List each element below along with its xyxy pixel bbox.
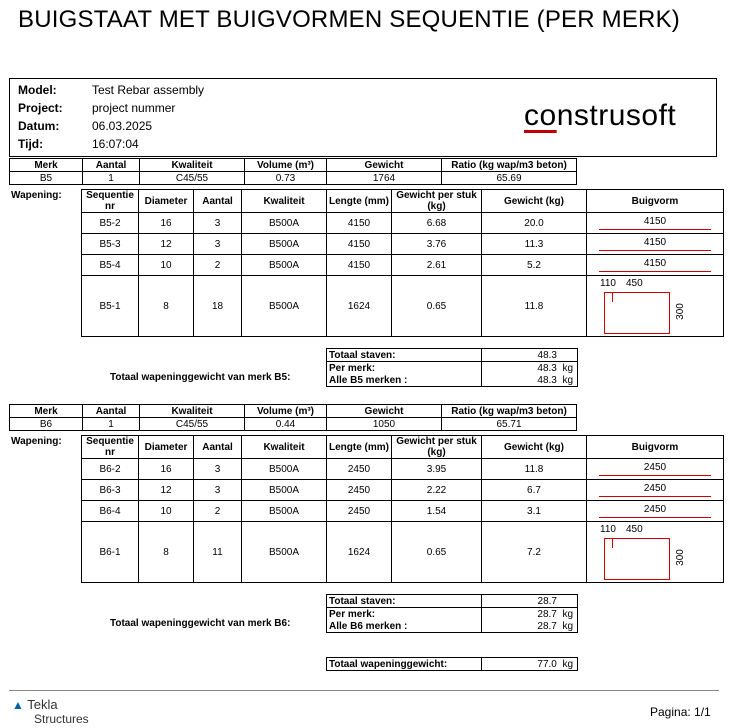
per-merk-label: Per merk:: [327, 362, 482, 375]
merk-total-label: Totaal wapeninggewicht van merk B6:: [110, 618, 291, 629]
tekla-logo: ▲ Tekla Structures: [12, 697, 89, 726]
bars-table: [9, 435, 724, 583]
shape-length-label: 4150: [643, 237, 667, 248]
shape-length-label: 2450: [643, 483, 667, 494]
col-gewicht-bars: Gewicht (kg): [482, 436, 587, 459]
diameter-cell: 12: [139, 234, 194, 255]
col-gewicht-bars: Gewicht (kg): [482, 190, 587, 213]
grand-total-label: Totaal wapeninggewicht:: [327, 658, 482, 671]
page-number: Pagina: 1/1: [650, 705, 711, 719]
col-ratio: Ratio (kg wap/m3 beton): [442, 159, 577, 172]
aantal-cell: 18: [194, 276, 242, 337]
alle-merken-label: Alle B6 merken :: [327, 620, 482, 633]
gewicht-cell: 6.7: [482, 480, 587, 501]
volume-value: 0.44: [245, 418, 327, 431]
kwaliteit-cell: B500A: [242, 480, 327, 501]
kwaliteit-cell: B500A: [242, 234, 327, 255]
seq-cell: B5-3: [82, 234, 139, 255]
construsoft-logo: construsoft: [524, 99, 677, 132]
diameter-cell: 12: [139, 480, 194, 501]
col-gewicht-stuk: Gewicht per stuk (kg): [392, 190, 482, 213]
merk-total-label: Totaal wapeninggewicht van merk B5:: [110, 372, 291, 383]
wapening-label: Wapening:: [11, 435, 62, 447]
lengte-cell: 1624: [327, 276, 392, 337]
seq-cell: B6-3: [82, 480, 139, 501]
gewicht-cell: 11.3: [482, 234, 587, 255]
col-lengte: Lengte (mm): [327, 190, 392, 213]
gewicht-cell: 20.0: [482, 213, 587, 234]
alle-merken-value: 48.3: [537, 374, 557, 386]
lengte-cell: 4150: [327, 255, 392, 276]
col-buigvorm: Buigvorm: [587, 436, 724, 459]
col-gewicht-stuk: Gewicht per stuk (kg): [392, 436, 482, 459]
col-diameter: Diameter: [139, 436, 194, 459]
col-aantal: Aantal: [83, 405, 140, 418]
buigvorm-shape: [587, 213, 724, 234]
buigvorm-shape: [587, 480, 724, 501]
totals-table: Totaal staven: 48.3 Per merk: 48.3 kg Alle B5 merken : 48.3 kg: [326, 348, 578, 387]
totals-table: Totaal staven: 28.7 Per merk: 28.7 kg Alle B6 merken : 28.7 kg: [326, 594, 578, 633]
col-merk: Merk: [10, 405, 83, 418]
gewicht-cell: 7.2: [482, 522, 587, 583]
seq-cell: B5-2: [82, 213, 139, 234]
shape-top-label: 450: [626, 278, 643, 289]
lengte-cell: 4150: [327, 234, 392, 255]
lengte-cell: 2450: [327, 459, 392, 480]
merk-value: B5: [10, 172, 83, 185]
rebar-straight-line: [599, 250, 711, 251]
gewicht-cell: 5.2: [482, 255, 587, 276]
rebar-straight-line: [599, 517, 711, 518]
shape-length-label: 4150: [643, 258, 667, 269]
buigvorm-shape: [587, 234, 724, 255]
aantal-cell: 2: [194, 501, 242, 522]
rebar-stirrup-shape: [604, 292, 670, 334]
buigvorm-shape: [587, 255, 724, 276]
footer-divider: [9, 690, 719, 691]
gewicht-stuk-cell: 3.95: [392, 459, 482, 480]
seq-cell: B5-1: [82, 276, 139, 337]
model-label: Model:: [18, 83, 57, 97]
wapening-label: Wapening:: [11, 189, 62, 201]
col-aantal-bars: Aantal: [194, 436, 242, 459]
kwaliteit-cell: B500A: [242, 501, 327, 522]
tijd-value: 16:07:04: [92, 137, 139, 151]
report-header: [9, 78, 717, 157]
totaal-staven-label: Totaal staven:: [327, 349, 482, 362]
grand-total-table: [326, 657, 578, 671]
gewicht-value: 1764: [327, 172, 442, 185]
datum-label: Datum:: [18, 119, 60, 133]
gewicht-stuk-cell: 0.65: [392, 276, 482, 337]
buigvorm-shape: [587, 522, 724, 583]
col-volume: Volume (m³): [245, 159, 327, 172]
diameter-cell: 16: [139, 459, 194, 480]
aantal-cell: 3: [194, 480, 242, 501]
rebar-straight-line: [599, 271, 711, 272]
seq-cell: B6-2: [82, 459, 139, 480]
page-title: BUIGSTAAT MET BUIGVORMEN SEQUENTIE (PER MERK): [18, 6, 680, 33]
totaal-staven-value: 48.3: [482, 349, 578, 362]
per-merk-label: Per merk:: [327, 608, 482, 621]
rebar-stirrup-shape: [604, 538, 670, 580]
diameter-cell: 10: [139, 501, 194, 522]
model-value: Test Rebar assembly: [92, 83, 205, 97]
lengte-cell: 4150: [327, 213, 392, 234]
rebar-straight-line: [599, 496, 711, 497]
aantal-cell: 3: [194, 459, 242, 480]
diameter-cell: 16: [139, 213, 194, 234]
totaal-staven-value: 28.7: [482, 595, 578, 608]
rebar-hook: [604, 538, 613, 548]
kwaliteit-cell: B500A: [242, 255, 327, 276]
gewicht-stuk-cell: 2.61: [392, 255, 482, 276]
alle-merken-label: Alle B5 merken :: [327, 374, 482, 387]
ratio-value: 65.69: [442, 172, 577, 185]
per-merk-value: 28.7: [537, 608, 557, 620]
per-merk-value: 48.3: [537, 362, 557, 374]
bars-table: [9, 189, 724, 337]
project-label: Project:: [18, 101, 63, 115]
kwaliteit-cell: B500A: [242, 276, 327, 337]
gewicht-stuk-cell: 2.22: [392, 480, 482, 501]
shape-length-label: 4150: [643, 216, 667, 227]
lengte-cell: 2450: [327, 501, 392, 522]
shape-length-label: 2450: [643, 504, 667, 515]
col-volume: Volume (m³): [245, 405, 327, 418]
rebar-straight-line: [599, 475, 711, 476]
lengte-cell: 1624: [327, 522, 392, 583]
shape-top-label: 450: [626, 524, 643, 535]
col-kwaliteit-bars: Kwaliteit: [242, 190, 327, 213]
lengte-cell: 2450: [327, 480, 392, 501]
col-ratio: Ratio (kg wap/m3 beton): [442, 405, 577, 418]
tekla-icon: ▲: [12, 698, 24, 712]
kwaliteit-value: C45/55: [140, 172, 245, 185]
col-aantal: Aantal: [83, 159, 140, 172]
aantal-cell: 3: [194, 234, 242, 255]
merk-value: B6: [10, 418, 83, 431]
col-diameter: Diameter: [139, 190, 194, 213]
shape-hook-label: 110: [600, 524, 616, 535]
aantal-cell: 2: [194, 255, 242, 276]
col-lengte: Lengte (mm): [327, 436, 392, 459]
buigvorm-shape: [587, 501, 724, 522]
kwaliteit-value: C45/55: [140, 418, 245, 431]
col-gewicht: Gewicht: [327, 405, 442, 418]
datum-value: 06.03.2025: [92, 119, 153, 133]
grand-total-value: 77.0 kg: [482, 658, 578, 671]
buigvorm-shape: [587, 459, 724, 480]
diameter-cell: 10: [139, 255, 194, 276]
diameter-cell: 8: [139, 276, 194, 337]
project-value: project nummer: [92, 101, 176, 115]
aantal-value: 1: [83, 172, 140, 185]
shape-side-label: 300: [674, 303, 686, 320]
shape-hook-label: 110: [600, 278, 616, 289]
col-merk: Merk: [10, 159, 83, 172]
seq-cell: B6-4: [82, 501, 139, 522]
seq-cell: B5-4: [82, 255, 139, 276]
aantal-cell: 11: [194, 522, 242, 583]
merk-summary-table: [9, 404, 577, 431]
seq-cell: B6-1: [82, 522, 139, 583]
buigvorm-shape: [587, 276, 724, 337]
gewicht-cell: 3.1: [482, 501, 587, 522]
aantal-cell: 3: [194, 213, 242, 234]
totaal-staven-label: Totaal staven:: [327, 595, 482, 608]
gewicht-stuk-cell: 3.76: [392, 234, 482, 255]
col-gewicht: Gewicht: [327, 159, 442, 172]
kwaliteit-cell: B500A: [242, 213, 327, 234]
diameter-cell: 8: [139, 522, 194, 583]
gewicht-stuk-cell: 0.65: [392, 522, 482, 583]
rebar-hook: [604, 292, 613, 302]
tijd-label: Tijd:: [18, 137, 44, 151]
col-sequentie: Sequentie nr: [82, 436, 139, 459]
col-sequentie: Sequentie nr: [82, 190, 139, 213]
alle-merken-value: 28.7: [537, 620, 557, 632]
gewicht-stuk-cell: 1.54: [392, 501, 482, 522]
col-kwaliteit: Kwaliteit: [140, 405, 245, 418]
col-aantal-bars: Aantal: [194, 190, 242, 213]
volume-value: 0.73: [245, 172, 327, 185]
ratio-value: 65.71: [442, 418, 577, 431]
gewicht-cell: 11.8: [482, 276, 587, 337]
gewicht-cell: 11.8: [482, 459, 587, 480]
gewicht-stuk-cell: 6.68: [392, 213, 482, 234]
kwaliteit-cell: B500A: [242, 459, 327, 480]
col-buigvorm: Buigvorm: [587, 190, 724, 213]
col-kwaliteit: Kwaliteit: [140, 159, 245, 172]
shape-side-label: 300: [674, 549, 686, 566]
gewicht-value: 1050: [327, 418, 442, 431]
rebar-straight-line: [599, 229, 711, 230]
aantal-value: 1: [83, 418, 140, 431]
col-kwaliteit-bars: Kwaliteit: [242, 436, 327, 459]
shape-length-label: 2450: [643, 462, 667, 473]
kwaliteit-cell: B500A: [242, 522, 327, 583]
merk-summary-table: [9, 158, 577, 185]
